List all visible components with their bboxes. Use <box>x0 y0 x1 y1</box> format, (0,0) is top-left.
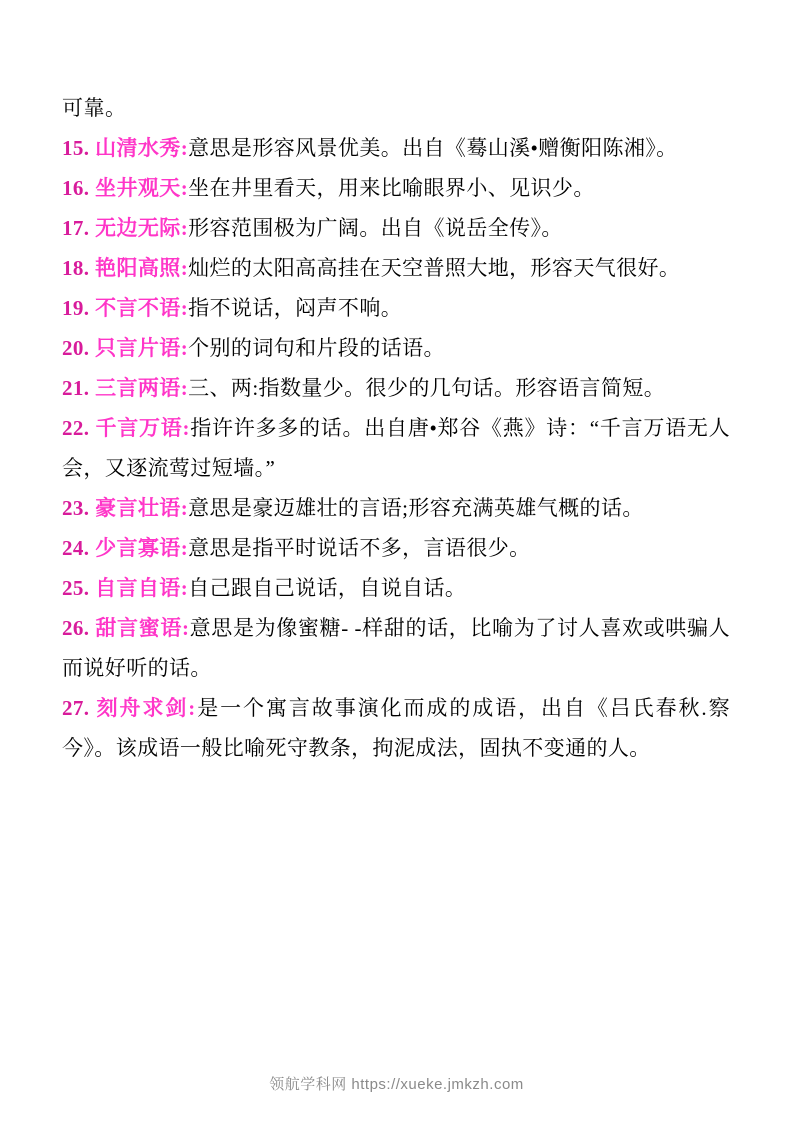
idiom-entry-colon: : <box>180 376 189 400</box>
idiom-entry-term: 甜言蜜语 <box>95 616 182 640</box>
idiom-entry-definition: 个别的词句和片段的话语。 <box>188 336 445 360</box>
idiom-entry <box>62 608 730 688</box>
idiom-entry-colon: : <box>181 616 190 640</box>
idiom-entry <box>62 248 730 288</box>
idiom-entry-term: 千言万语 <box>95 416 183 440</box>
idiom-entry-definition: 意思是为像蜜糖- -样甜的话，比喻为了讨人喜欢或哄骗人而说好听的话。 <box>62 616 730 680</box>
idiom-entry-number: 24. <box>62 536 90 560</box>
idiom-entry-colon: : <box>180 136 189 160</box>
idiom-entry-number: 16. <box>62 176 90 200</box>
idiom-entry-term: 三言两语 <box>95 376 181 400</box>
idiom-entry-colon: : <box>180 576 189 600</box>
idiom-entry-definition: 是一个寓言故事演化而成的成语，出自《吕氏春秋.察今》。该成语一般比喻死守教条，拘泥成法，固执不变通的人。 <box>62 696 730 760</box>
idiom-entry-colon: : <box>180 296 189 320</box>
idiom-entry-number: 26. <box>62 616 90 640</box>
idiom-entry <box>62 408 730 488</box>
idiom-entry-definition: 灿烂的太阳高高挂在天空普照大地，形容天气很好。 <box>188 256 681 280</box>
idiom-entry <box>62 128 730 168</box>
idiom-entry-term: 豪言壮语 <box>95 496 181 520</box>
idiom-entry-number: 23. <box>62 496 90 520</box>
idiom-entry-definition: 意思是形容风景优美。出自《蓦山溪•赠衡阳陈湘》。 <box>188 136 678 160</box>
idiom-entry-term: 坐井观天 <box>95 176 181 200</box>
idiom-entry <box>62 568 730 608</box>
idiom-entry-definition: 坐在井里看天，用来比喻眼界小、见识少。 <box>188 176 595 200</box>
idiom-entry <box>62 208 730 248</box>
idiom-entry-term: 无边无际 <box>95 216 181 240</box>
idiom-entry <box>62 368 730 408</box>
idiom-entry-colon: : <box>180 216 189 240</box>
idiom-entry-number: 20. <box>62 336 90 360</box>
idiom-entry <box>62 288 730 328</box>
idiom-entry-term: 不言不语 <box>95 296 181 320</box>
document-content <box>62 88 730 768</box>
idiom-entry-number: 19. <box>62 296 90 320</box>
idiom-entry-number: 21. <box>62 376 90 400</box>
idiom-entry-number: 25. <box>62 576 90 600</box>
idiom-entry-definition: 形容范围极为广阔。出自《说岳全传》。 <box>188 216 563 240</box>
idiom-entry-colon: : <box>180 256 189 280</box>
idiom-entry-definition: 三、两:指数量少。很少的几句话。形容语言简短。 <box>188 376 666 400</box>
idiom-entry-definition: 意思是指平时说话不多，言语很少。 <box>188 536 531 560</box>
idiom-entry-colon: : <box>188 696 196 720</box>
idiom-entry-term: 艳阳高照 <box>95 256 181 280</box>
idiom-entry-colon: : <box>180 336 189 360</box>
idiom-entry <box>62 488 730 528</box>
idiom-entry <box>62 168 730 208</box>
idiom-entry-number: 15. <box>62 136 90 160</box>
idiom-entry <box>62 688 730 768</box>
idiom-entry-number: 18. <box>62 256 90 280</box>
idiom-entry-colon: : <box>180 496 189 520</box>
idiom-entry <box>62 328 730 368</box>
lead-line: 可靠。 <box>62 96 127 120</box>
idiom-entry-term: 少言寡语 <box>95 536 181 560</box>
idiom-entry-definition: 自己跟自己说话，自说自话。 <box>188 576 467 600</box>
idiom-entry-colon: : <box>182 416 190 440</box>
idiom-entry-definition: 意思是豪迈雄壮的言语;形容充满英雄气概的话。 <box>188 496 644 520</box>
idiom-entry-number: 27. <box>62 696 90 720</box>
idiom-entry-term: 只言片语 <box>95 336 181 360</box>
idiom-entry-definition: 指许许多多的话。出自唐•郑谷《燕》诗：“千言万语无人会，又逐流莺过短墙。” <box>62 416 730 480</box>
idiom-entry-colon: : <box>180 536 189 560</box>
idiom-entry-term: 山清水秀 <box>95 136 181 160</box>
idiom-entry-term: 自言自语 <box>95 576 181 600</box>
idiom-entry-list <box>62 128 730 768</box>
idiom-entry-number: 17. <box>62 216 90 240</box>
idiom-entry <box>62 528 730 568</box>
idiom-entry-term: 刻舟求剑 <box>96 696 189 720</box>
idiom-entry-colon: : <box>180 176 189 200</box>
idiom-entry-definition: 指不说话，闷声不响。 <box>188 296 403 320</box>
footer-watermark: 领航学科网 https://xueke.jmkzh.com <box>269 1076 524 1093</box>
idiom-entry-number: 22. <box>62 416 90 440</box>
